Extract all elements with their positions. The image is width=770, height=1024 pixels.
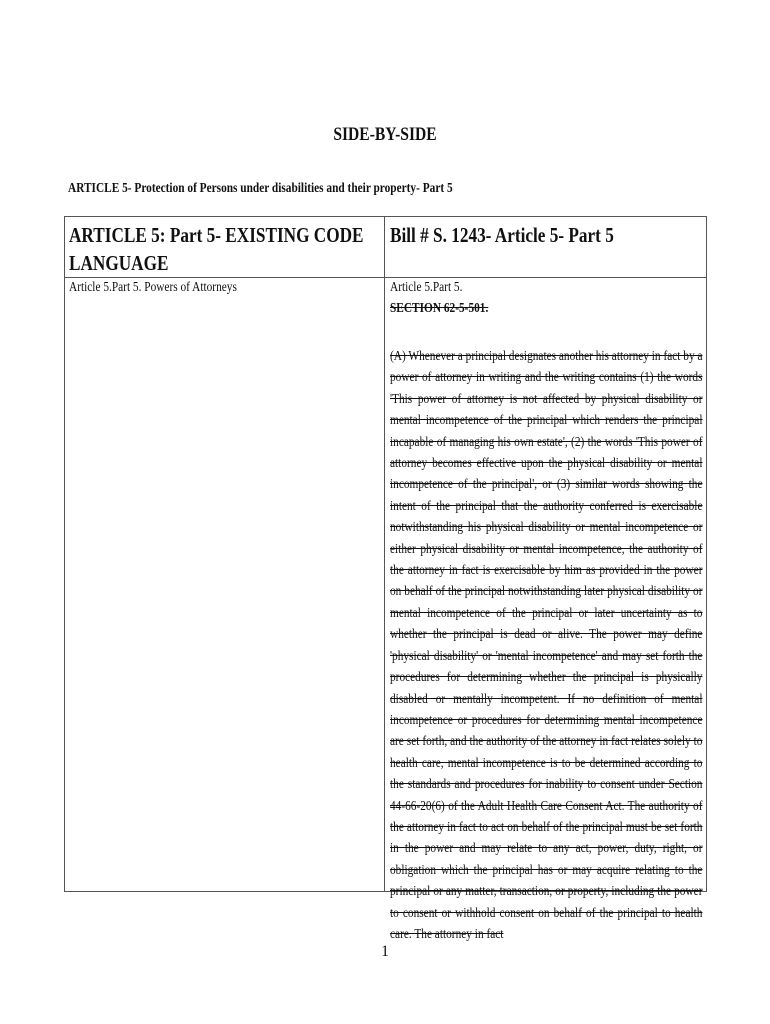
struck-paragraph: (A) Whenever a principal designates another his attorney in fact by a power of attorney in writing and the writing contains (1) the words 'This power of attorney is not affected by physical disability or mental incompetence of the principal which renders the principal incapable of managing his own estate', (2) the words 'This power of attorney becomes effective upon the physical disability or mental incompetence of the principal', or (3) similar words showing the intent of the principal that the authority conferred is exercisable notwithstanding his physical disability or mental incompetence or either physical disability or mental incompetence, the authority of the attorney in fact is exercisable by him as provided in the power on behalf of the principal notwithstanding later physical disability or mental incompetence of the principal or later uncertainty as to whether the principal is dead or alive. The power may define 'physical disability' or 'mental incompetence' and may set forth the procedures for determining whether the principal is physically disabled or mentally incompetent. If no definition of mental incompetence or procedures for determining mental incompetence are set forth, and the authority of the attorney in fact relates solely to health care, mental incompetence is to be determined according to the standards and procedures for inability to consent under Section 44-66-20(6) of the Adult Health Care Consent Act. The authority of the attorney in fact to act on behalf of the principal must be set forth in the power and may relate to any act, power, duty, right, or obligation which the principal has or may acquire relating to the principal or any matter, transaction, or property, including the power to consent or withhold consent on behalf of the principal to health care. The attorney in fact (390, 348, 703, 941)
comparison-table (64, 216, 707, 941)
existing-code-subheader: Article 5.Part 5. Powers of Attorneys (69, 279, 237, 294)
header-divider (65, 277, 706, 278)
document-subtitle: ARTICLE 5- Protection of Persons under disabilities and their property- Part 5 (68, 180, 453, 195)
document-title: SIDE-BY-SIDE (333, 124, 437, 145)
section-heading: SECTION 62-5-501. (390, 300, 489, 315)
existing-code-header: ARTICLE 5: Part 5- EXISTING CODE LANGUAGE (69, 223, 364, 275)
bill-subheader: Article 5.Part 5. (390, 279, 463, 294)
page-number: 1 (381, 943, 389, 960)
column-divider (384, 217, 385, 891)
bill-header: Bill # S. 1243- Article 5- Part 5 (390, 223, 614, 247)
